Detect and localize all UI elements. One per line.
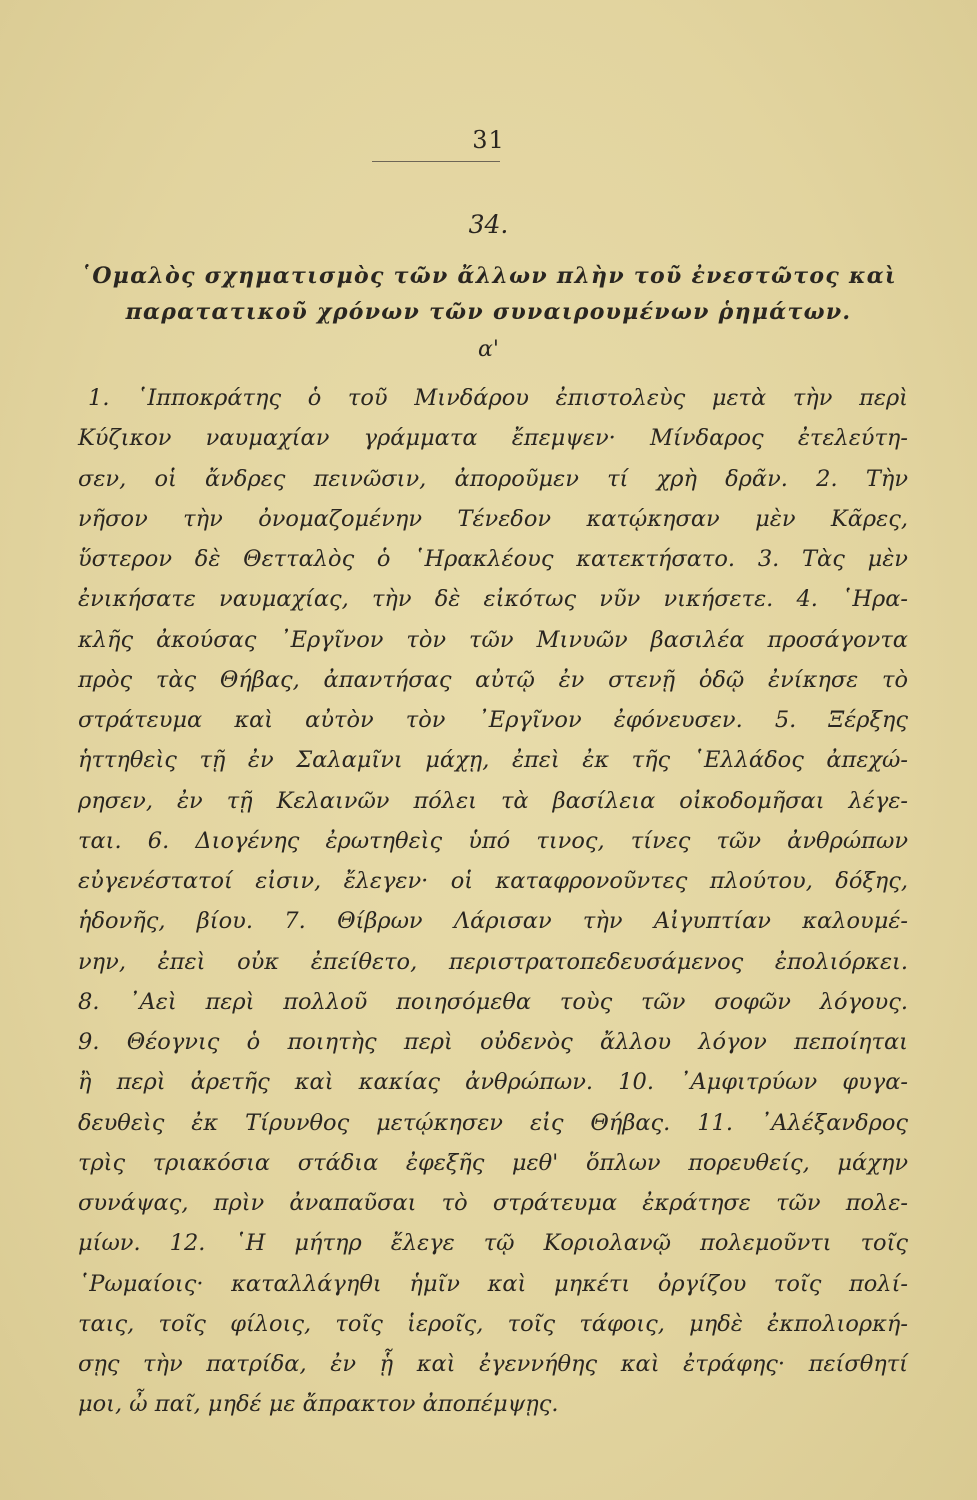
text-line: δευθεὶς ἐκ Τίρυνθος μετῴκησεν εἰς Θήβας. 11. ᾿Αλέξανδρος — [78, 1109, 908, 1136]
text-line: ἡττηθεὶς τῇ ἐν Σαλαμῖνι μάχῃ, ἐπεὶ ἐκ τῆς ῾Ελλάδος ἀπεχώ- — [78, 747, 908, 774]
heading-line: ῾Ομαλὸς σχηματισμὸς τῶν ἄλλων πλὴν τοῦ ἐνεστῶτος καὶ — [80, 263, 897, 289]
text-line: 8. ᾿Αεὶ περὶ πολλοῦ ποιησόμεθα τοὺς τῶν σοφῶν λόγους. — [78, 988, 908, 1015]
subsection-marker: α' — [478, 337, 499, 362]
text-line: κλῆς ἀκούσας ᾿Εργῖνον τὸν τῶν Μινυῶν βασιλέα προσάγοντα — [78, 626, 908, 653]
section-heading — [60, 258, 917, 330]
text-line: ρησεν, ἐν τῇ Κελαινῶν πόλει τὰ βασίλεια οἰκοδομῆσαι λέγε- — [78, 787, 908, 814]
text-line: 1. ῾Ιπποκράτης ὁ τοῦ Μινδάρου ἐπιστολεὺς μετὰ τὴν περὶ — [88, 385, 908, 411]
text-line: ταις, τοῖς φίλοις, τοῖς ἱεροῖς, τοῖς τάφοις, μηδὲ ἐκπολιορκή- — [78, 1310, 908, 1337]
text-line: τρὶς τριακόσια στάδια ἐφεξῆς μεθ' ὅπλων πορευθείς, μάχην — [78, 1149, 908, 1176]
header-rule — [372, 161, 500, 162]
text-line: συνάψας, πρὶν ἀναπαῦσαι τὸ στράτευμα ἐκράτησε τῶν πολε- — [78, 1190, 908, 1216]
exercise-text — [78, 378, 908, 1425]
text-line: νῆσον τὴν ὀνομαζομένην Τένεδον κατῴκησαν μὲν Κᾶρες, — [78, 505, 908, 532]
text-line: Κύζικον ναυμαχίαν γράμματα ἔπεμψεν· Μίνδαρος ἐτελεύτη- — [78, 425, 908, 452]
text-line: ται. 6. Διογένης ἐρωτηθεὶς ὑπό τινος, τίνες τῶν ἀνθρώπων — [78, 827, 908, 854]
page-number: 31 — [472, 126, 505, 154]
text-line: ῾Ρωμαίοις· καταλλάγηθι ἡμῖν καὶ μηκέτι ὀργίζου τοῖς πολί- — [78, 1270, 908, 1297]
section-number: 34. — [468, 210, 509, 239]
text-line: νην, ἐπεὶ οὐκ ἐπείθετο, περιστρατοπεδευσάμενος ἐπολιόρκει. — [78, 948, 908, 975]
text-line: σῃς τὴν πατρίδα, ἐν ᾗ καὶ ἐγεννήθης καὶ ἐτράφης· πείσθητί — [78, 1351, 908, 1377]
text-line: ἡδονῆς, βίου. 7. Θίβρων Λάρισαν τὴν Αἰγυπτίαν καλουμέ- — [78, 908, 908, 935]
text-line: ὕστερον δὲ Θετταλὸς ὁ ῾Ηρακλέους κατεκτήσατο. 3. Τὰς μὲν — [78, 546, 908, 572]
text-line: πρὸς τὰς Θήβας, ἀπαντήσας αὐτῷ ἐν στενῇ ὁδῷ ἐνίκησε τὸ — [78, 666, 908, 693]
text-line: στράτευμα καὶ αὐτὸν τὸν ᾿Εργῖνον ἐφόνευσεν. 5. Ξέρξης — [78, 707, 908, 733]
text-line: σεν, οἱ ἄνδρες πεινῶσιν, ἀποροῦμεν τί χρὴ δρᾶν. 2. Τὴν — [78, 465, 908, 492]
heading-line: παρατατικοῦ χρόνων τῶν συναιρουμένων ῥημάτων. — [125, 299, 852, 325]
text-line: ἢ περὶ ἀρετῆς καὶ κακίας ἀνθρώπων. 10. ᾿Αμφιτρύων φυγα- — [78, 1069, 908, 1096]
text-line: μίων. 12. ῾Η μήτηρ ἔλεγε τῷ Κοριολανῷ πολεμοῦντι τοῖς — [78, 1230, 908, 1257]
text-line: εὐγενέστατοί εἰσιν, ἔλεγεν· οἱ καταφρονοῦντες πλούτου, δόξης, — [78, 868, 908, 894]
text-line: μοι, ὦ παῖ, μηδέ με ἄπρακτον ἀποπέμψῃς. — [78, 1391, 559, 1418]
text-line: 9. Θέογνις ὁ ποιητὴς περὶ οὐδενὸς ἄλλου λόγον πεποίηται — [78, 1029, 908, 1055]
text-line: ἐνικήσατε ναυμαχίας, τὴν δὲ εἰκότως νῦν νικήσετε. 4. ῾Ηρα- — [78, 586, 908, 613]
